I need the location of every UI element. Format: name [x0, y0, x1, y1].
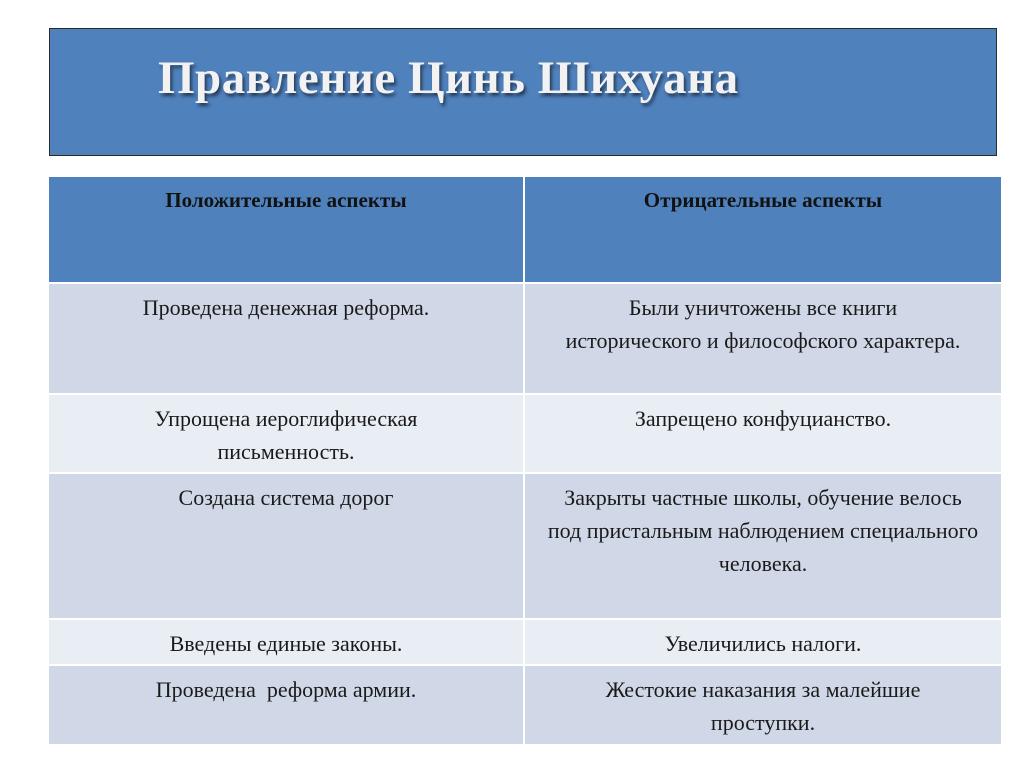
table-row — [48, 283, 1002, 394]
header-positive: Положительные аспекты — [48, 176, 524, 283]
slide-title: Правление Цинь Шихуана — [158, 52, 739, 104]
table-row — [48, 394, 1002, 473]
cell-negative: Увеличились налоги. — [524, 619, 1002, 665]
cell-negative: Были уничтожены все книги исторического и философского характера. — [524, 283, 1002, 394]
table-row — [48, 473, 1002, 619]
table-row — [48, 619, 1002, 665]
title-banner — [49, 28, 997, 156]
cell-positive: Введены единые законы. — [48, 619, 524, 665]
table-header-row — [48, 176, 1002, 283]
cell-positive: Проведена реформа армии. — [48, 665, 524, 745]
table-row — [48, 665, 1002, 745]
cell-negative: Закрыты частные школы, обучение велось под пристальным наблюдением специального человека. — [524, 473, 1002, 619]
cell-positive: Создана система дорог — [48, 473, 524, 619]
cell-negative: Запрещено конфуцианство. — [524, 394, 1002, 473]
aspects-table — [47, 175, 1003, 746]
cell-positive: Упрощена иероглифическая письменность. — [48, 394, 524, 473]
cell-positive: Проведена денежная реформа. — [48, 283, 524, 394]
cell-negative: Жестокие наказания за малейшие проступки. — [524, 665, 1002, 745]
header-negative: Отрицательные аспекты — [524, 176, 1002, 283]
